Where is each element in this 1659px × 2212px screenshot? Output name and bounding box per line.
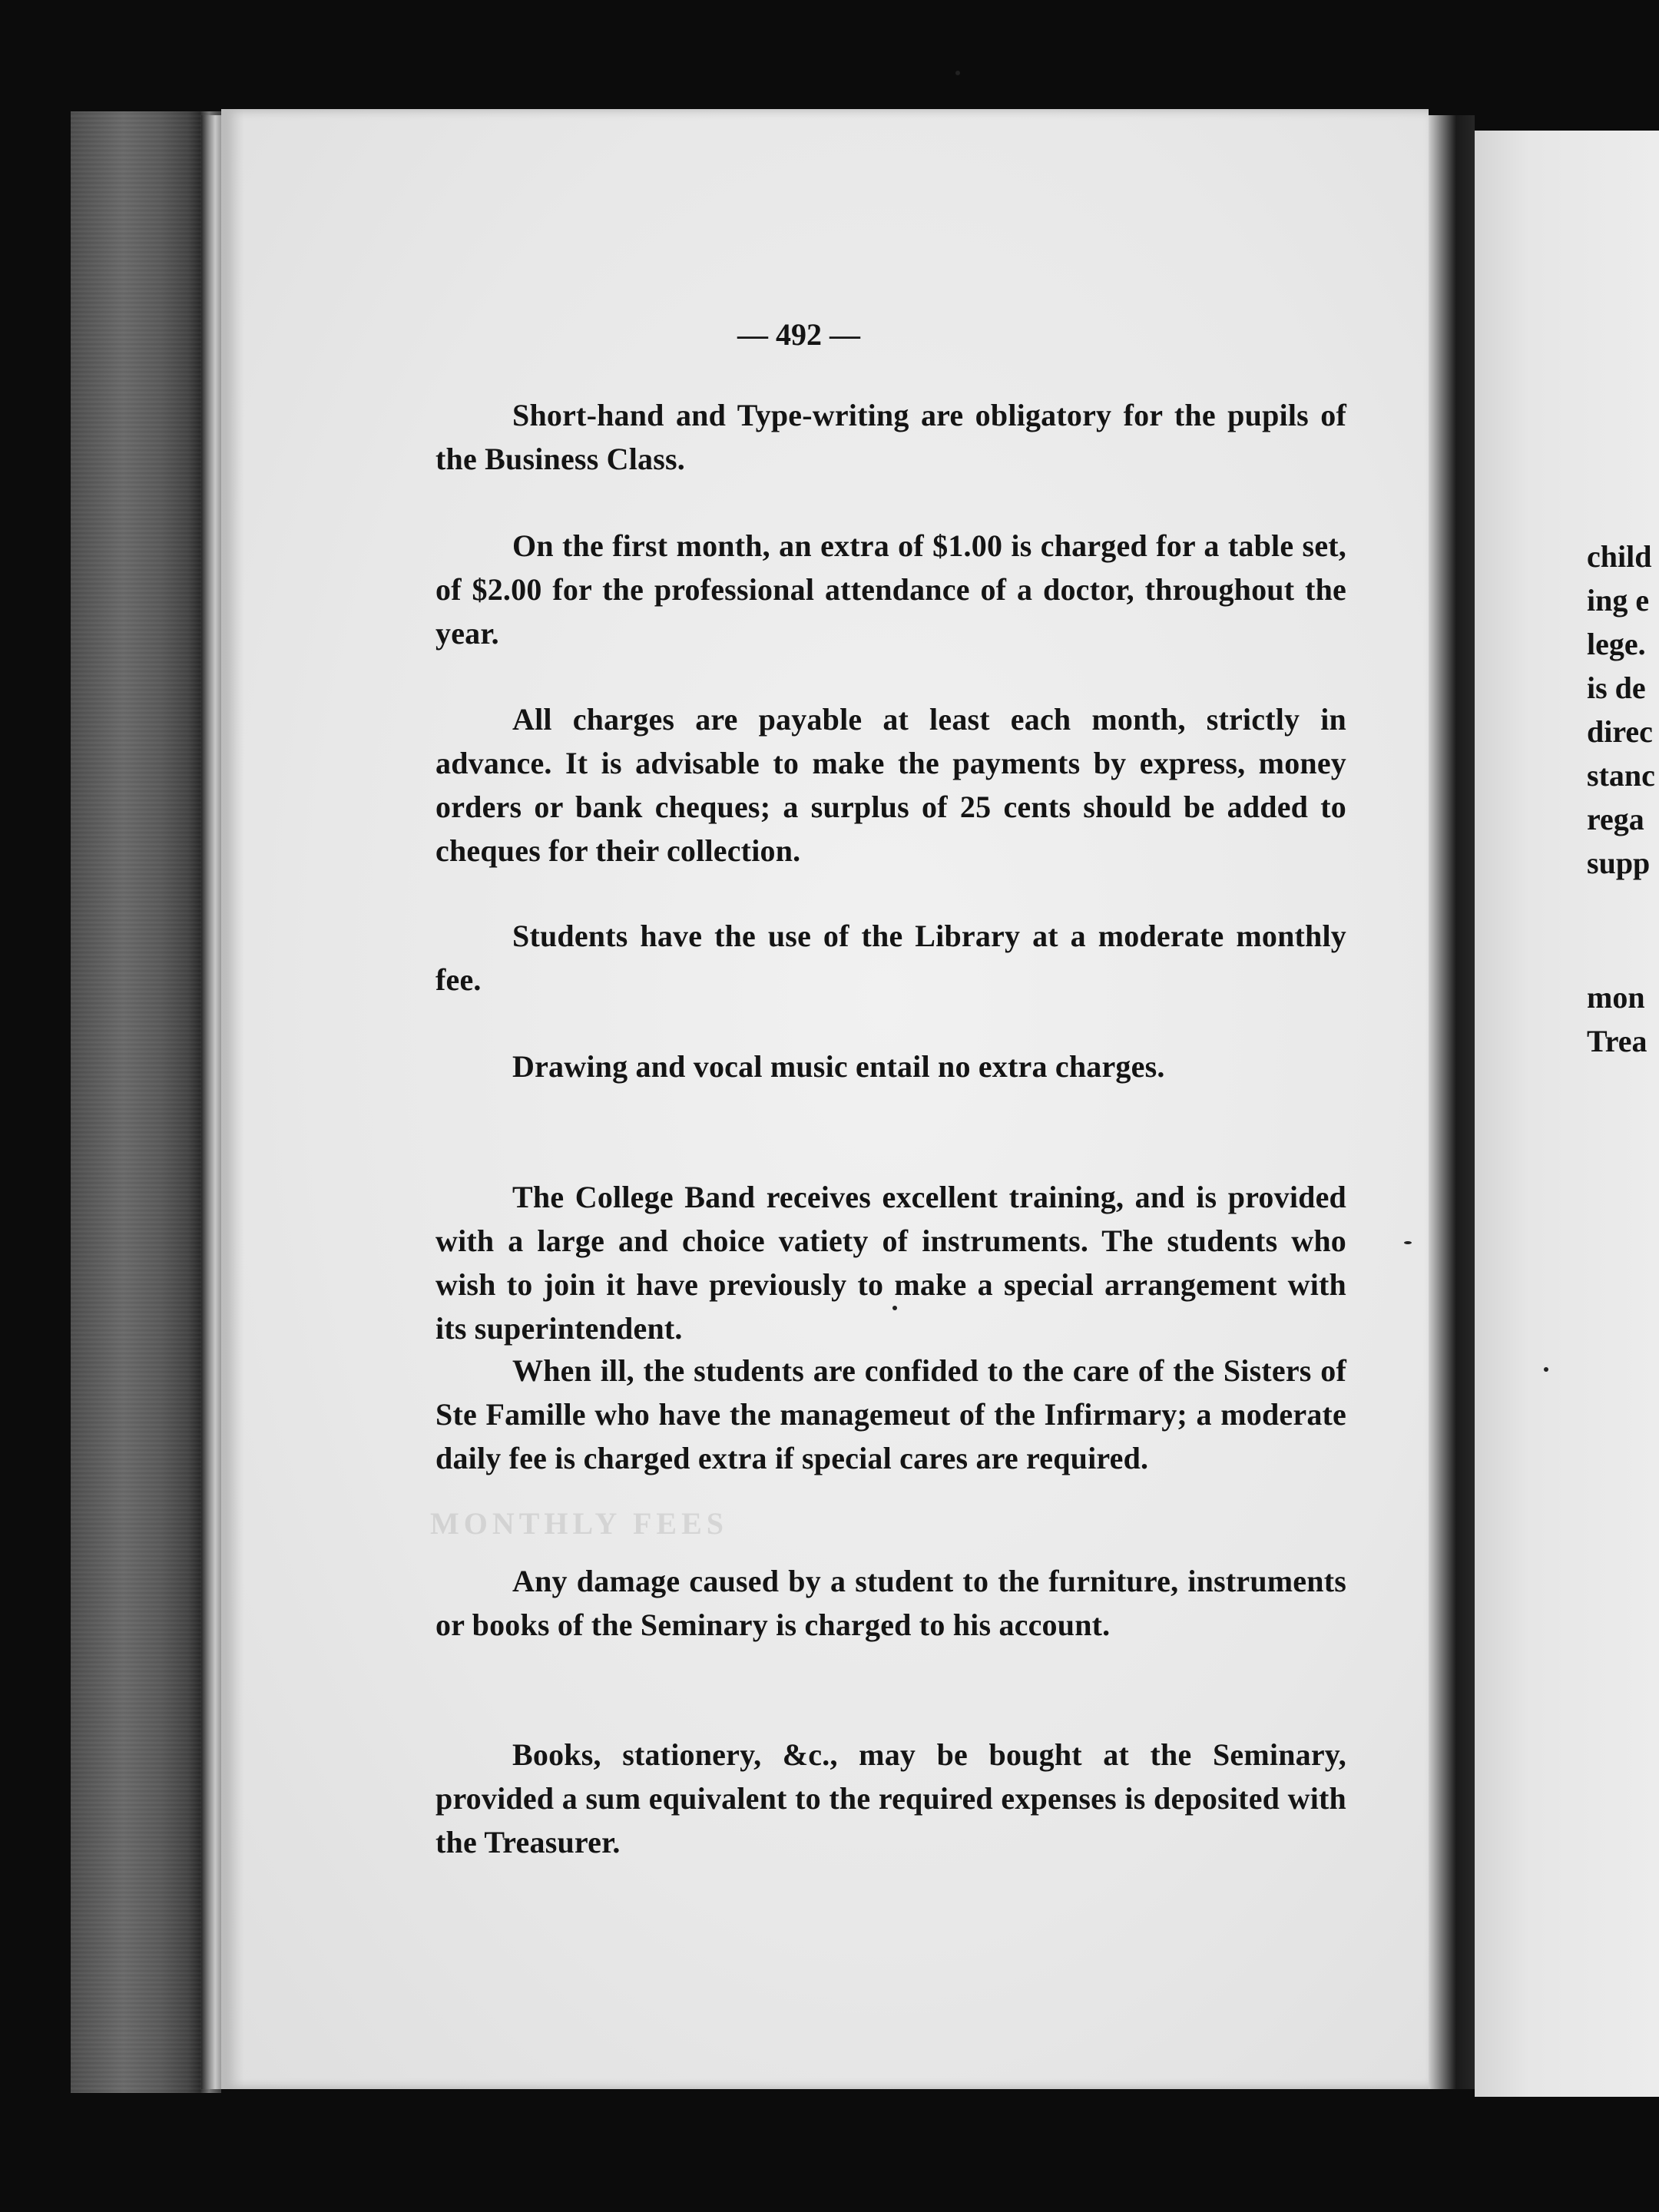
scan-speck — [1404, 1241, 1412, 1244]
paragraph-damage: Any damage caused by a student to the furniture, instruments or books of the Seminary is charged to his account. — [435, 1564, 1346, 1642]
binding-edge — [201, 115, 221, 2089]
right-page — [1475, 131, 1659, 2097]
bleed-through-text: MONTHLY FEES — [430, 1506, 728, 1541]
paragraph-infirmary: When ill, the students are confided to the care of the Sisters of Ste Famille who have the managemeut of the Infirmary; a moderate daily fee is charged extra if special cares are required. — [435, 1353, 1346, 1475]
paragraph-payment-terms: All charges are payable at least each month, strictly in advance. It is advisable to make the payments by express, money orders or bank cheques; a surplus of 25 cents should be added to cheques for their collection. — [435, 702, 1346, 868]
scan-speck — [955, 71, 960, 75]
page-number: — 492 — — [737, 317, 860, 352]
paragraph-library: Students have the use of the Library at a moderate monthly fee. — [435, 919, 1346, 997]
paragraph-books-stationery: Books, stationery, &c., may be bought at the Seminary, provided a sum equivalent to the required expenses is deposited with the Treasurer. — [435, 1737, 1346, 1859]
paragraph-shorthand: Short-hand and Type-writing are obligatory for the pupils of the Business Class. — [435, 398, 1346, 476]
paragraph-college-band: The College Band receives excellent training, and is provided with a large and choice vatiety of instruments. The students who wish to join it have previously to make a special arrangement with its superintendent. — [435, 1180, 1346, 1346]
page-fold-shadow — [221, 109, 244, 2089]
book-binding — [71, 111, 221, 2093]
scan-speck — [892, 1306, 897, 1310]
scan-speck — [1544, 1367, 1548, 1372]
right-page-text-top: child ing e lege. is de direc stanc rega supp — [1587, 539, 1655, 880]
paragraph-first-month-charges: On the first month, an extra of $1.00 is charged for a table set, of $2.00 for the professional attendance of a doctor, throughout the year. — [435, 528, 1346, 651]
book-gutter — [1429, 115, 1475, 2089]
right-page-text-bottom: mon Trea — [1587, 980, 1647, 1058]
paragraph-drawing-music: Drawing and vocal music entail no extra charges. — [512, 1049, 1165, 1084]
